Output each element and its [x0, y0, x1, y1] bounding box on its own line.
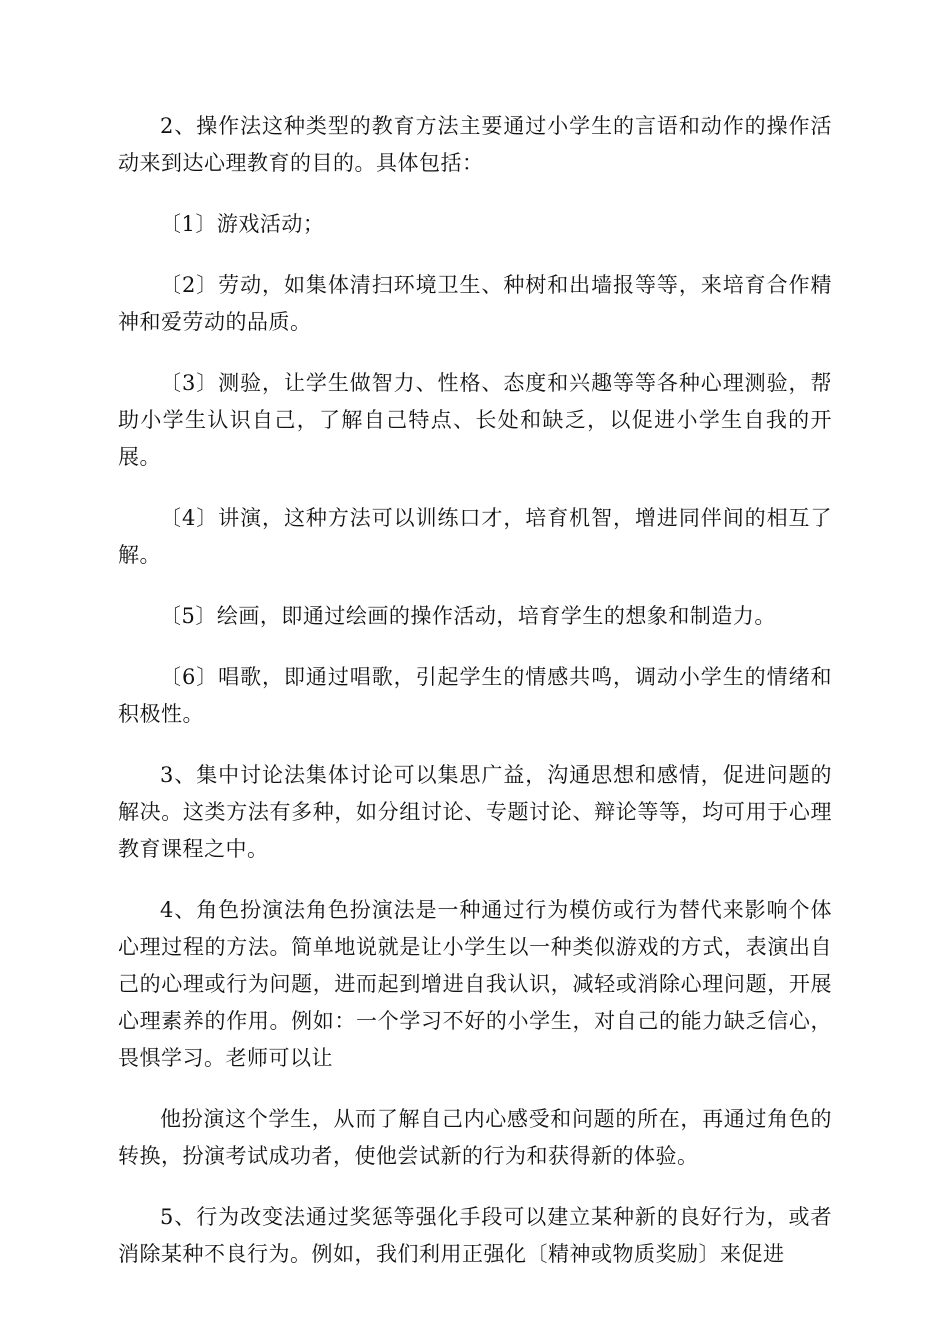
paragraph-operation-method: 2、操作法这种类型的教育方法主要通过小学生的言语和动作的操作活动来到达心理教育的目的。具体包括：: [118, 114, 832, 175]
list-item-labor: 〔2〕劳动，如集体清扫环境卫生、种树和出墙报等等，来培育合作精神和爱劳动的品质。: [118, 273, 832, 334]
list-item-speech: 〔4〕讲演，这种方法可以训练口才，培育机智，增进同伴间的相互了解。: [118, 506, 832, 567]
list-item-drawing: 〔5〕绘画，即通过绘画的操作活动，培育学生的想象和制造力。: [160, 604, 776, 628]
document-body: [118, 108, 832, 1297]
list-item-games: 〔1〕游戏活动；: [160, 212, 325, 236]
list-item-singing: 〔6〕唱歌，即通过唱歌，引起学生的情感共鸣，调动小学生的情绪和积极性。: [118, 665, 832, 726]
paragraph-role-play: 4、角色扮演法角色扮演法是一种通过行为模仿或行为替代来影响个体心理过程的方法。简单地说就是让小学生以一种类似游戏的方式，表演出自己的心理或行为问题，进而起到增进自我认识，减轻或消除心理问题，开展心理素养的作用。例如：一个学习不好的小学生，对自己的能力缺乏信心，畏惧学习。老师可以让: [118, 898, 832, 1070]
paragraph-role-play-continued: 他扮演这个学生，从而了解自己内心感受和问题的所在，再通过角色的转换，扮演考试成功者，使他尝试新的行为和获得新的体验。: [118, 1107, 832, 1168]
paragraph-group-discussion: 3、集中讨论法集体讨论可以集思广益，沟通思想和感情，促进问题的解决。这类方法有多种，如分组讨论、专题讨论、辩论等等，均可用于心理教育课程之中。: [118, 763, 832, 861]
paragraph-behavior-change: 5、行为改变法通过奖惩等强化手段可以建立某种新的良好行为，或者消除某种不良行为。例如，我们利用正强化〔精神或物质奖励〕来促进: [118, 1205, 832, 1266]
list-item-tests: 〔3〕测验，让学生做智力、性格、态度和兴趣等等各种心理测验，帮助小学生认识自己，了解自己特点、长处和缺乏，以促进小学生自我的开展。: [118, 371, 832, 469]
